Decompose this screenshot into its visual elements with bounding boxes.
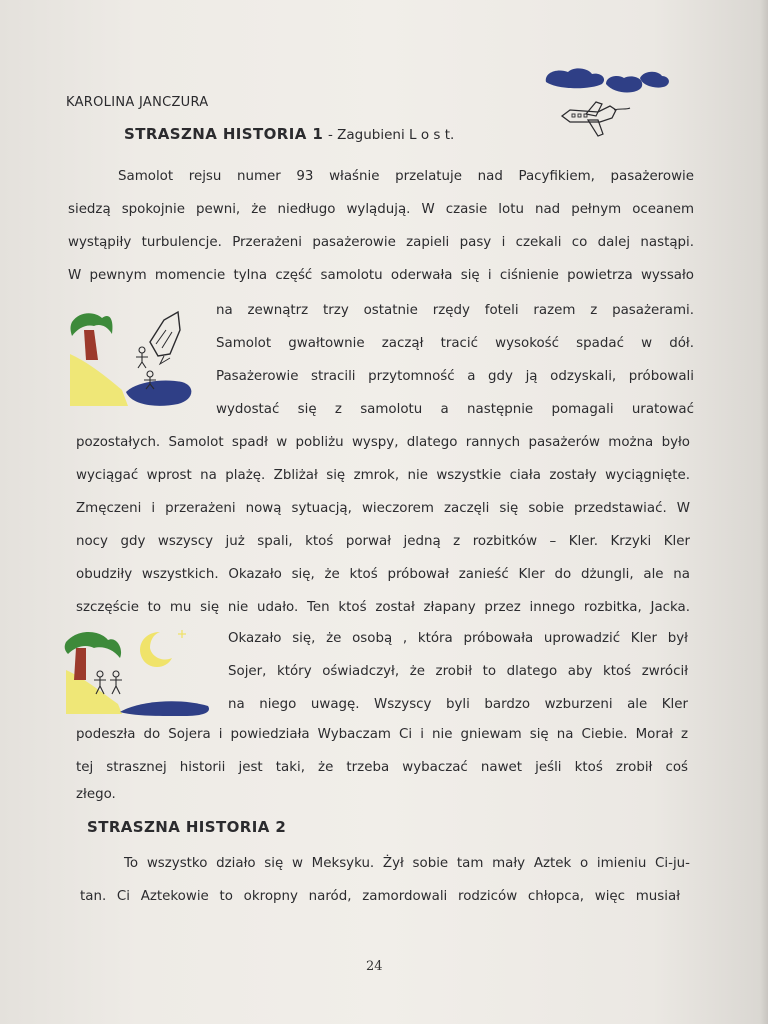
- story2-line: tan. Ci Aztekowie to okropny naród, zamordowali rodziców chłopca, więc musiał: [80, 889, 680, 904]
- story1-line: Samolot gwałtownie zaczął tracić wysokość spadać w dół.: [216, 336, 694, 351]
- story1-line: na niego uwagę. Wszyscy byli bardzo wzburzeni ale Kler: [228, 697, 688, 712]
- page-edge-shadow: [760, 0, 768, 1024]
- story2-line: To wszystko działo się w Meksyku. Żył sobie tam mały Aztek o imieniu Ci-ju-: [124, 856, 690, 871]
- story1-line: obudziły wszystkich. Okazało się, że ktoś próbował zanieść Kler do dżungli, ale na: [76, 567, 690, 582]
- story1-line: wydostać się z samolotu a następnie pomagali uratować: [216, 402, 694, 417]
- story1-line: wystąpiły turbulencje. Przerażeni pasażerowie zapieli pasy i czekali co dalej nastąpi.: [68, 235, 694, 250]
- airplane-clouds-drawing: [540, 64, 680, 142]
- story1-line: tej strasznej historii jest taki, że trzeba wybaczać nawet jeśli ktoś zrobił coś: [76, 760, 688, 775]
- story1-line: pozostałych. Samolot spadł w pobliżu wyspy, dlatego rannych pasażerów można było: [76, 435, 690, 450]
- story1-line: Samolot rejsu numer 93 właśnie przelatuje nad Pacyfikiem, pasażerowie: [118, 169, 694, 184]
- island-palm-plane-drawing: [66, 300, 201, 412]
- story1-line: Okazało się, że osobą , która próbowała uprowadzić Kler był: [228, 631, 688, 646]
- story1-line: W pewnym momencie tylna część samolotu oderwała się i ciśnienie powietrza wyssało: [68, 268, 694, 283]
- story1-line: na zewnątrz trzy ostatnie rzędy foteli razem z pasażerami.: [216, 303, 694, 318]
- author-name: KAROLINA JANCZURA: [66, 95, 209, 110]
- story1-line: Pasażerowie stracili przytomność a gdy ją odzyskali, próbowali: [216, 369, 694, 384]
- story1-heading: [124, 125, 454, 144]
- story1-line: nocy gdy wszyscy już spali, ktoś porwał jedną z rozbitków – Kler. Krzyki Kler: [76, 534, 690, 549]
- story1-line: szczęście to mu się nie udało. Ten ktoś został złapany przez innego rozbitka, Jacka.: [76, 600, 690, 615]
- story1-line: wyciągać wprost na plażę. Zbliżał się zmrok, nie wszystkie ciała zostały wyciągnięte.: [76, 468, 690, 483]
- story1-title: STRASZNA HISTORIA 1: [124, 125, 324, 143]
- story2-title: STRASZNA HISTORIA 2: [87, 818, 287, 836]
- story1-line: złego.: [76, 787, 116, 802]
- story1-subtitle: - Zagubieni L o s t.: [327, 127, 455, 143]
- island-moon-people-drawing: [64, 622, 214, 718]
- story1-line: Zmęczeni i przerażeni nową sytuacją, wieczorem zaczęli się sobie przedstawiać. W: [76, 501, 690, 516]
- story1-line: siedzą spokojnie pewni, że niedługo wylądują. W czasie lotu nad pełnym oceanem: [68, 202, 694, 217]
- page-number: 24: [366, 959, 383, 974]
- story1-line: podeszła do Sojera i powiedziała Wybaczam Ci i nie gniewam się na Ciebie. Morał z: [76, 727, 688, 742]
- story1-line: Sojer, który oświadczył, że zrobił to dlatego aby ktoś zwrócił: [228, 664, 688, 679]
